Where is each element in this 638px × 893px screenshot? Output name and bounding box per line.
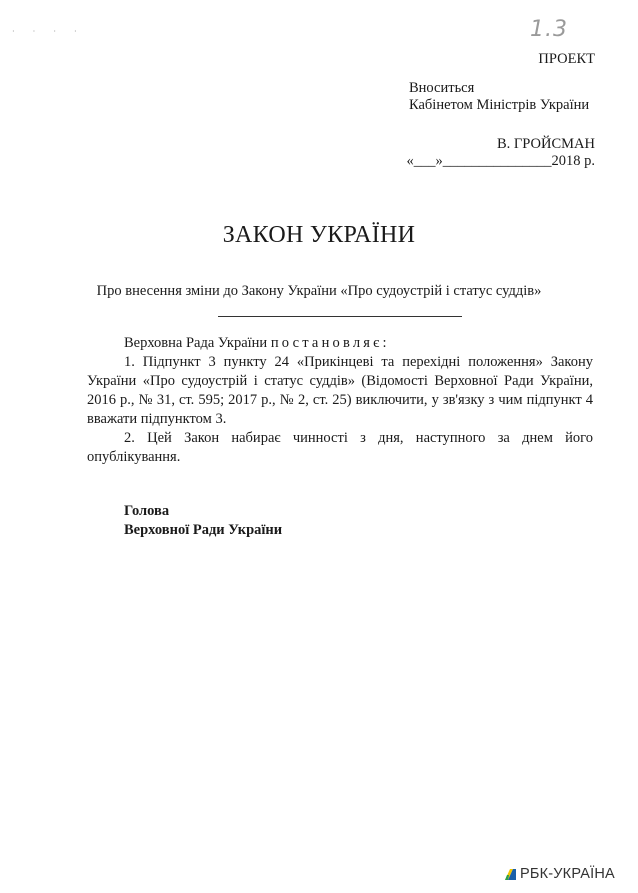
signature-line-1: Голова xyxy=(124,503,170,519)
preamble xyxy=(87,334,593,353)
draft-label: ПРОЕКТ xyxy=(538,51,595,67)
handwritten-page-number: 1.3 xyxy=(530,17,568,42)
rbc-ukraine-watermark xyxy=(505,866,615,882)
law-subtitle: Про внесення зміни до Закону України «Про судоустрій і статус суддів» xyxy=(96,283,542,299)
scan-specks: · · · · xyxy=(12,27,85,36)
article-2: 2. Цей Закон набирає чинності з дня, наступного за днем його опублікування. xyxy=(87,430,593,465)
submitted-by-block xyxy=(409,80,589,114)
submitted-by-line-1: Вноситься xyxy=(409,80,475,96)
subtitle-underline xyxy=(218,316,462,317)
signature-line-2: Верховної Ради України xyxy=(124,522,283,538)
signer-name: В. ГРОЙСМАН xyxy=(497,136,595,152)
date-line: «___»_______________2018 р. xyxy=(406,153,595,169)
law-body xyxy=(87,334,593,467)
signature-block xyxy=(124,502,282,540)
preamble-spaced-word: постановляє: xyxy=(270,335,390,351)
rbc-logo-icon xyxy=(505,869,516,880)
preamble-prefix: Верховна Рада України xyxy=(124,335,271,351)
submitted-by-line-2: Кабінетом Міністрів України xyxy=(409,97,590,113)
watermark-text: РБК-УКРАЇНА xyxy=(520,866,615,882)
law-title: ЗАКОН УКРАЇНИ xyxy=(222,222,416,248)
article-1: 1. Підпункт 3 пункту 24 «Прикінцеві та перехідні положення» Закону України «Про судоустрій і статус суддів» (Відомості Верховної Ради України, 2016 р., № 31, ст. 595; 2017 р., № 2, ст. 25) виключити, у зв'язку з чим підпункт 4 вважати підпунктом 3. xyxy=(87,354,593,427)
